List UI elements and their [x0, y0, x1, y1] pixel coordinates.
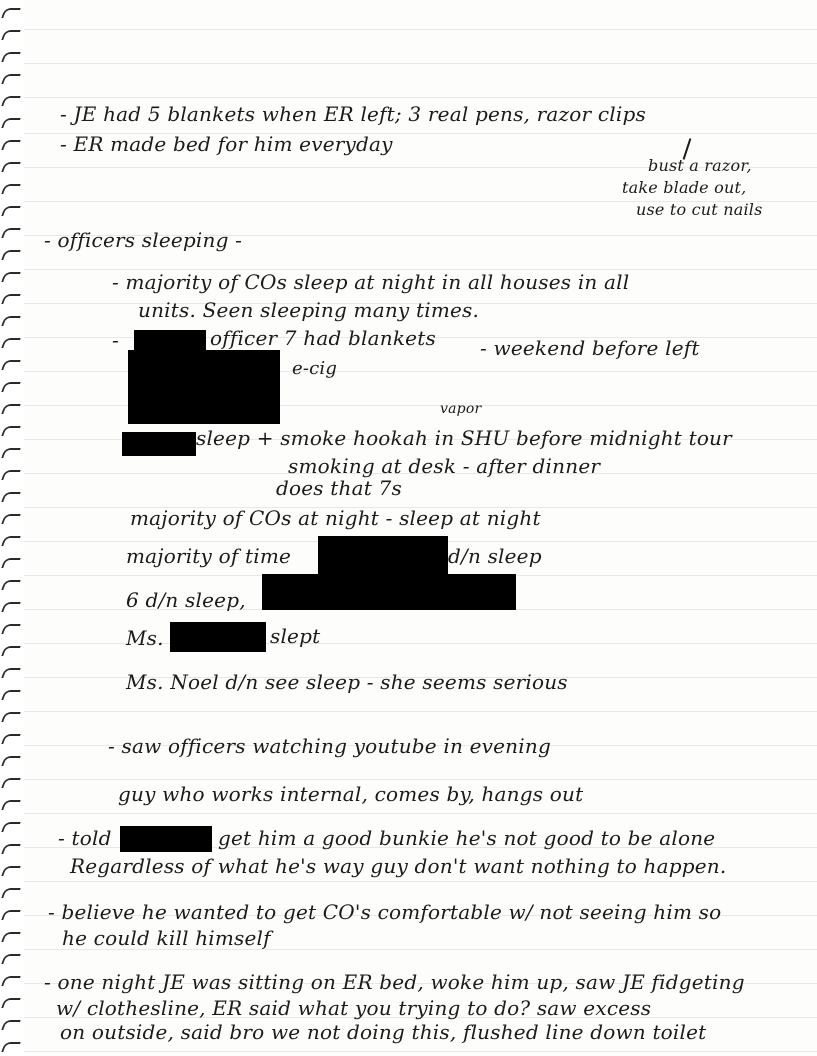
binding-hole	[1, 602, 21, 612]
binding-hole	[1, 734, 21, 744]
binding-hole	[1, 96, 21, 106]
binding-hole	[1, 52, 21, 62]
note-line-slept: slept	[270, 624, 321, 648]
redaction-block	[120, 826, 212, 852]
binding-hole	[1, 910, 21, 920]
binding-hole	[1, 756, 21, 766]
binding-hole	[1, 360, 21, 370]
binding-hole	[1, 954, 21, 964]
binding-hole	[1, 998, 21, 1008]
note-line-internal: guy who works internal, comes by, hangs out	[118, 782, 584, 806]
redaction-block	[128, 350, 280, 424]
binding-hole	[1, 536, 21, 546]
note-line-units: units. Seen sleeping many times.	[138, 298, 480, 322]
binding-hole	[1, 1042, 21, 1052]
binding-hole	[1, 866, 21, 876]
binding-hole	[1, 272, 21, 282]
note-line-ms: Ms.	[126, 626, 164, 650]
margin-note-razor: bust a razor,	[648, 156, 752, 175]
redaction-block	[122, 432, 196, 456]
note-line-told: - told	[58, 826, 112, 850]
note-line-does-that: does that 7s	[276, 476, 402, 500]
binding-hole	[1, 976, 21, 986]
binding-hole	[1, 8, 21, 18]
note-line-hookah: sleep + smoke hookah in SHU before midnight tour	[196, 426, 732, 450]
binding-hole	[1, 646, 21, 656]
redaction-block	[170, 622, 266, 652]
note-ecig: e-cig	[292, 358, 338, 379]
note-line-dn-sleep: d/n sleep	[448, 544, 542, 568]
note-line-one-night: - one night JE was sitting on ER bed, woke him up, saw JE fidgeting	[44, 970, 745, 994]
note-line-blankets: - JE had 5 blankets when ER left; 3 real pens, razor clips	[60, 102, 646, 126]
binding-hole	[1, 690, 21, 700]
binding-hole	[1, 382, 21, 392]
binding-hole	[1, 492, 21, 502]
note-line-regardless: Regardless of what he's way guy don't want nothing to happen.	[70, 854, 727, 878]
note-line-believe: - believe he wanted to get CO's comfortable w/ not seeing him so	[48, 900, 722, 924]
binding-hole	[1, 844, 21, 854]
binding-hole	[1, 228, 21, 238]
note-line-bunkie: get him a good bunkie he's not good to be alone	[218, 826, 716, 850]
spiral-binding	[0, 0, 24, 1056]
note-line-ms-noel: Ms. Noel d/n see sleep - she seems serious	[126, 670, 568, 694]
binding-hole	[1, 800, 21, 810]
section-officers-sleeping: - officers sleeping -	[44, 228, 243, 252]
binding-hole	[1, 206, 21, 216]
binding-hole	[1, 932, 21, 942]
binding-hole	[1, 294, 21, 304]
redaction-block	[318, 536, 448, 576]
binding-hole	[1, 118, 21, 128]
note-line-youtube: - saw officers watching youtube in evening	[108, 734, 551, 758]
binding-hole	[1, 140, 21, 150]
binding-hole	[1, 514, 21, 524]
binding-hole	[1, 74, 21, 84]
note-line-smoking-desk: smoking at desk - after dinner	[288, 454, 601, 478]
binding-hole	[1, 30, 21, 40]
binding-hole	[1, 1020, 21, 1030]
margin-note-nails: use to cut nails	[636, 200, 763, 219]
note-line-made-bed: - ER made bed for him everyday	[60, 132, 393, 156]
binding-hole	[1, 426, 21, 436]
note-vapor: vapor	[440, 401, 482, 417]
binding-hole	[1, 888, 21, 898]
binding-hole	[1, 668, 21, 678]
binding-hole	[1, 404, 21, 414]
binding-hole	[1, 448, 21, 458]
binding-hole	[1, 558, 21, 568]
note-line-clothesline: w/ clothesline, ER said what you trying to do? saw excess	[56, 996, 652, 1020]
note-line-majority-night: majority of COs at night - sleep at night	[130, 506, 541, 530]
binding-hole	[1, 162, 21, 172]
binding-hole	[1, 250, 21, 260]
binding-hole	[1, 712, 21, 722]
binding-hole	[1, 316, 21, 326]
note-line-kill-himself: he could kill himself	[62, 926, 271, 950]
binding-hole	[1, 580, 21, 590]
binding-hole	[1, 624, 21, 634]
redaction-block	[262, 574, 516, 610]
note-line-officer-blankets: officer 7 had blankets	[210, 326, 436, 350]
note-line-6-dn-sleep: 6 d/n sleep,	[126, 588, 246, 612]
binding-hole	[1, 778, 21, 788]
note-line-weekend: - weekend before left	[480, 336, 700, 360]
margin-note-blade: take blade out,	[622, 178, 747, 197]
redaction-block	[134, 330, 206, 352]
binding-hole	[1, 184, 21, 194]
note-line-majority-cos: - majority of COs sleep at night in all houses in all	[112, 270, 630, 294]
note-line-flushed: on outside, said bro we not doing this, flushed line down toilet	[60, 1020, 707, 1044]
binding-hole	[1, 470, 21, 480]
note-line-majority-time: majority of time	[126, 544, 292, 568]
binding-hole	[1, 338, 21, 348]
dash-mark: -	[112, 328, 119, 352]
binding-hole	[1, 822, 21, 832]
